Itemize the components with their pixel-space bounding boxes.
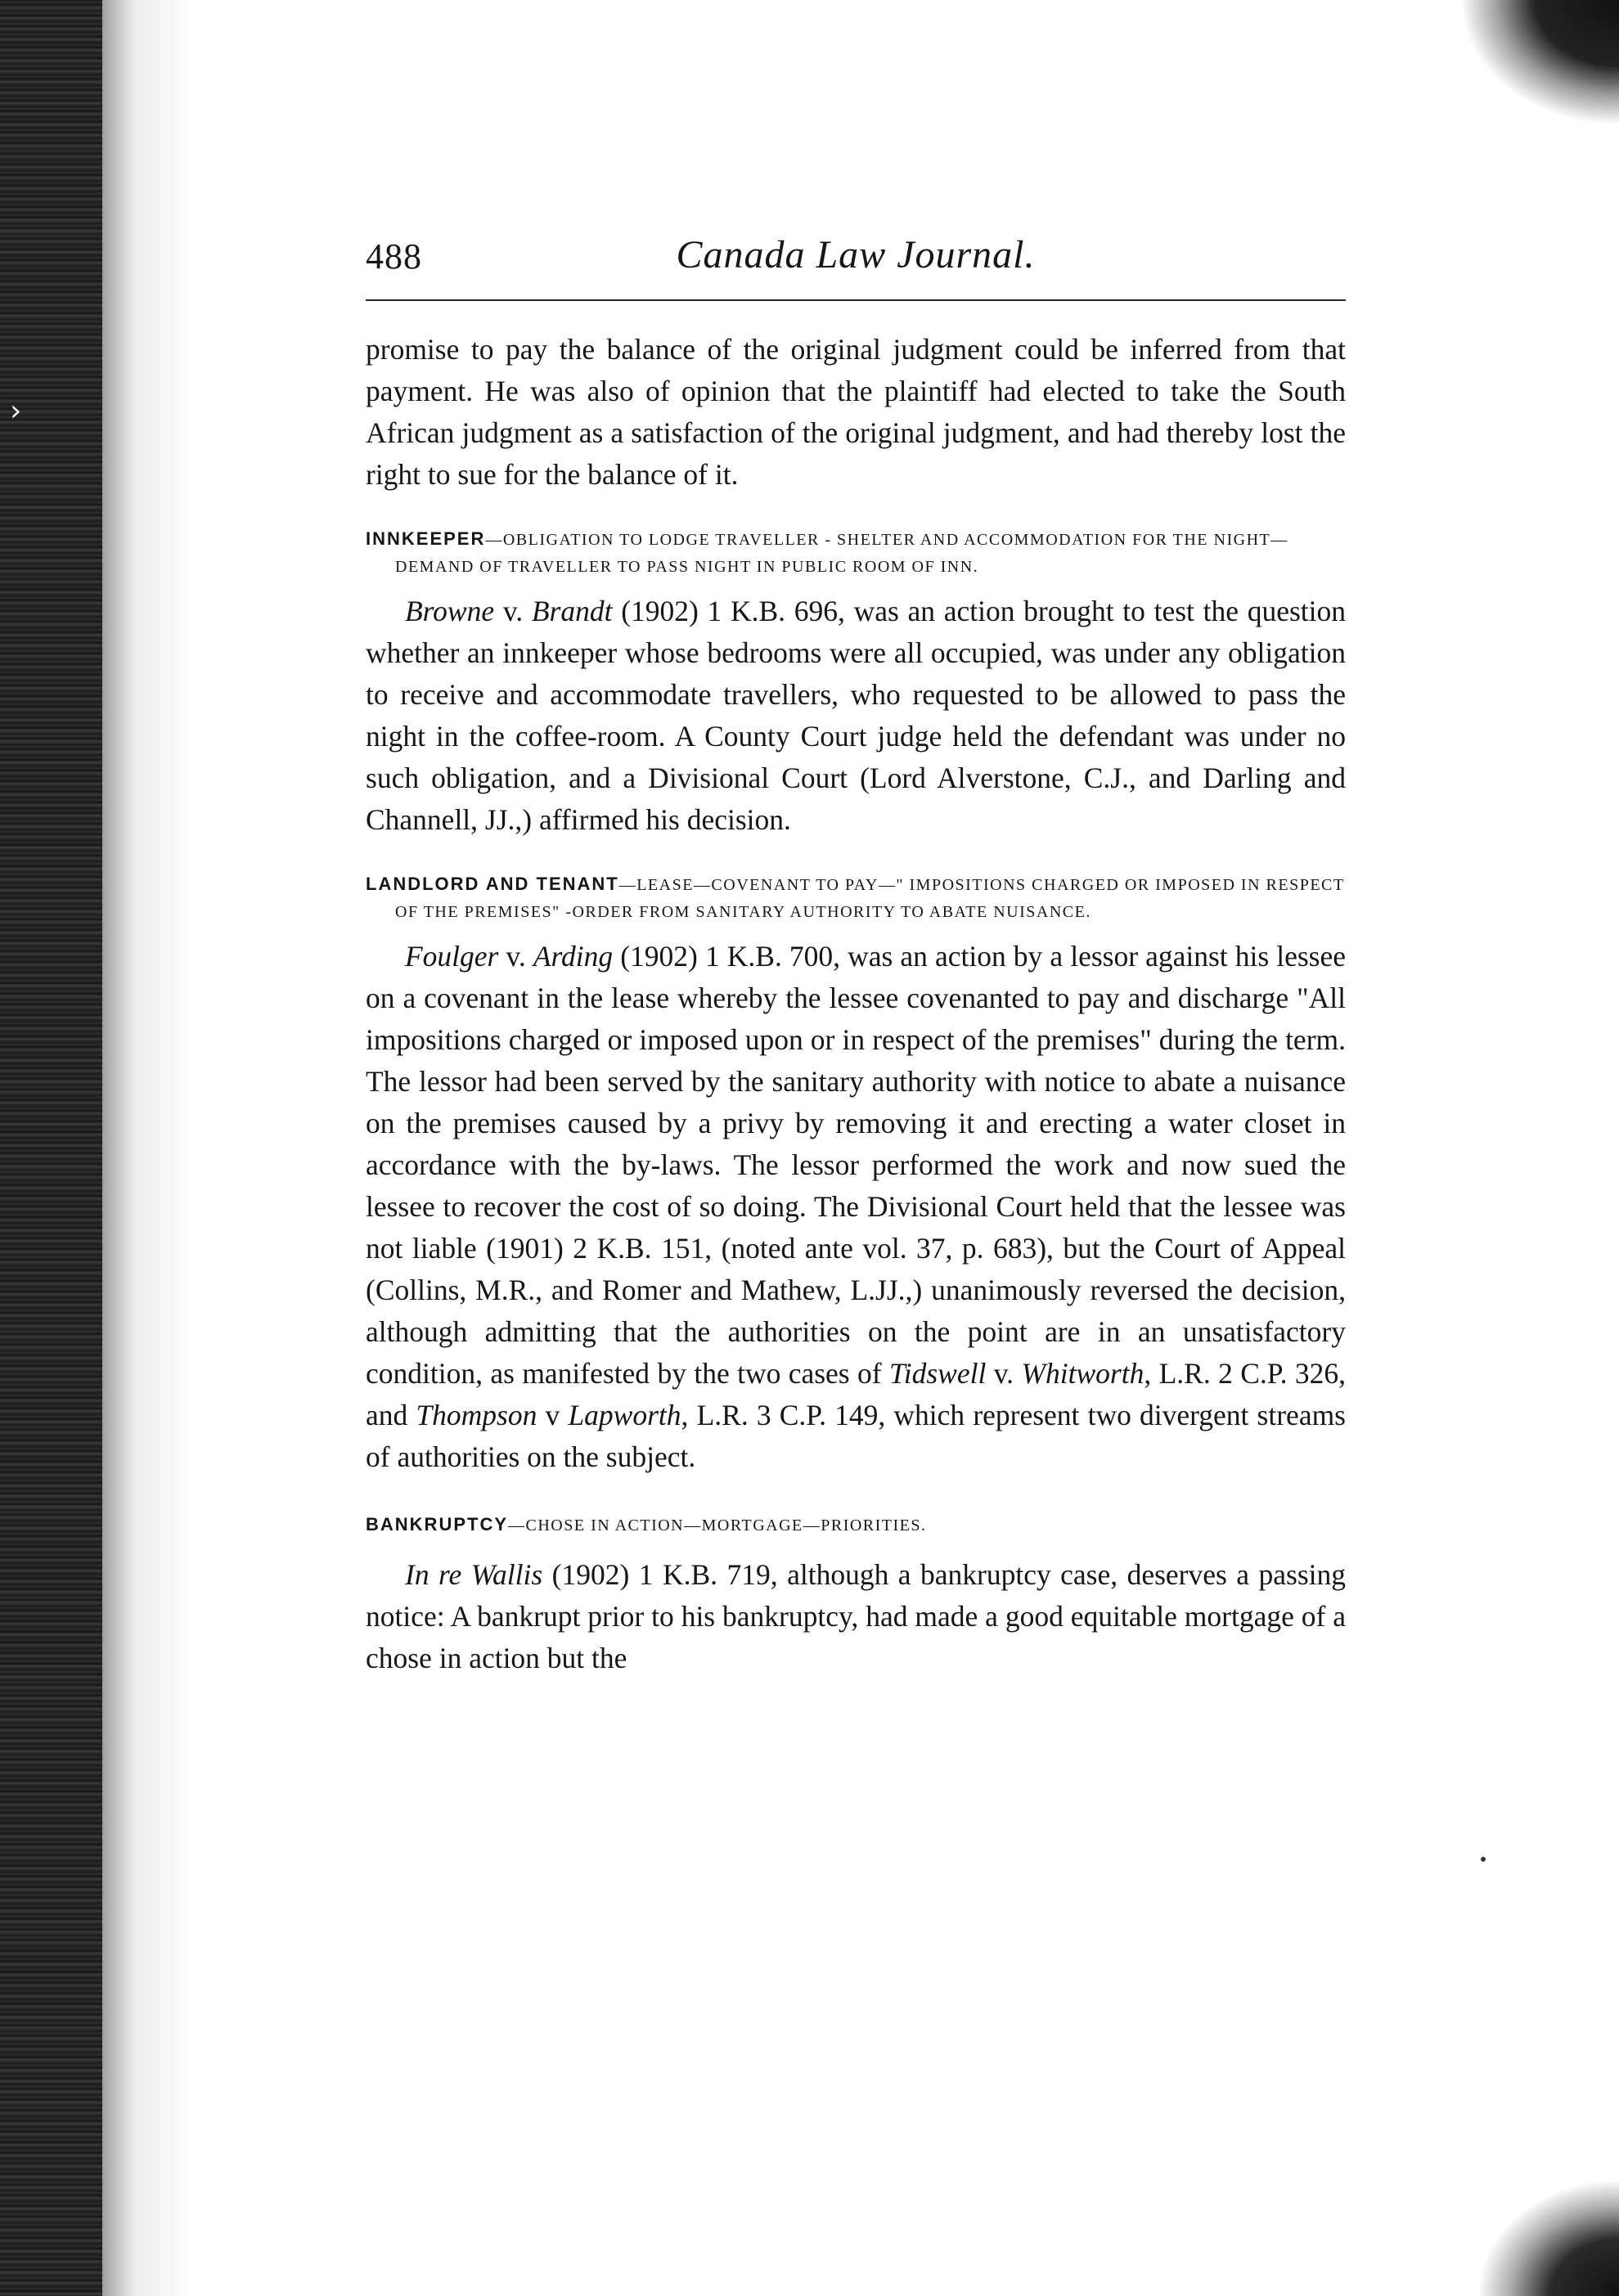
cited-case-versus: v (537, 1399, 569, 1431)
running-title: Canada Law Journal. (676, 233, 1036, 276)
cited-case-party: Whitworth (1021, 1357, 1145, 1390)
case-paragraph-browne-v-brandt (366, 591, 1346, 841)
case-body: (1902) 1 K.B. 719, although a bankruptcy case, deserves a passing notice: A bankrupt prior to his bankruptcy, had made a good equitable mortgage of a chose in action but the (366, 1558, 1346, 1674)
case-body: (1902) 1 K.B. 700, was an action by a lessor against his lessee on a covenant in the lease whereby the lessee covenanted to pay and discharge "All impositions charged or imposed upon or in respect of the premises" during the term. The lessor had been served by the sanitary authority with notice to abate a nuisance on the premises caused by a privy by removing it and erecting a water closet in accordance with the by-laws. The lessor performed the work and now sued the lessee to recover the cost of so doing. The Divisional Court held that the lessee was not liable (1901) 2 K.B. 151, (noted ante vol. 37, p. 683), but the Court of Appeal (Collins, M.R., and Romer and Mathew, L.JJ.,) unanimously reversed the decision, although admitting that the authorities on the point are in an unsatisfactory condition, as manifested by the two cases of (366, 940, 1346, 1390)
scan-corner-smudge-bottom (1480, 2181, 1619, 2296)
section-heading-innkeeper (366, 525, 1346, 581)
citation-text: , L.R. 2 C.P. 326, and (366, 1357, 1346, 1431)
heading-text: —OBLIGATION TO LODGE TRAVELLER - SHELTER AND ACCOMMODATION FOR THE NIGHT—DEMAND OF TRAVELLER TO PASS NIGHT IN PUBLIC ROOM OF INN. (395, 531, 1288, 576)
heading-text: —CHOSE IN ACTION—MORTGAGE—PRIORITIES. (508, 1516, 927, 1534)
case-versus: v. (498, 940, 533, 973)
case-paragraph-in-re-wallis (366, 1554, 1346, 1679)
case-party: Browne (405, 595, 495, 627)
binding-shadow (102, 0, 192, 2296)
case-paragraph-foulger-v-arding (366, 936, 1346, 1478)
cited-case-party: Lapworth (568, 1399, 681, 1431)
case-party: Arding (533, 940, 614, 973)
heading-text: —LEASE—COVENANT TO PAY—" IMPOSITIONS CHARGED OR IMPOSED IN RESPECT OF THE PREMISES" -ORDER FROM SANITARY AUTHORITY TO ABATE NUISANCE. (395, 876, 1345, 921)
page-body (366, 329, 1346, 1679)
cited-case-versus: v. (986, 1357, 1022, 1390)
case-party: Brandt (531, 595, 613, 627)
page-number: 488 (366, 236, 422, 276)
margin-arrow-icon: › (10, 394, 22, 428)
heading-keyword: BANKRUPTCY (366, 1514, 508, 1534)
case-party: In re Wallis (405, 1558, 543, 1591)
section-heading-landlord-and-tenant (366, 870, 1346, 926)
opening-paragraph: promise to pay the balance of the original judgment could be inferred from that payment. He was also of opinion that the plaintiff had elected to take the South African judgment as a satisfaction of the original judgment, and had thereby lost the right to sue for the balance of it. (366, 333, 1346, 491)
scan-corner-smudge-top (1464, 0, 1619, 123)
heading-keyword: INNKEEPER (366, 528, 486, 549)
case-body: (1902) 1 K.B. 696, was an action brought to test the question whether an innkeeper whose bedrooms were all occupied, was under any obligation to receive and accommodate travellers, who requested to be allowed to pass the night in the coffee-room. A County Court judge held the defendant was under no such obligation, and a Divisional Court (Lord Alverstone, C.J., and Darling and Channell, JJ.,) affirmed his decision. (366, 595, 1346, 836)
cited-case-party: Thompson (416, 1399, 537, 1431)
book-binding-edge (0, 0, 102, 2296)
cited-case-party: Tidswell (888, 1357, 987, 1390)
case-party: Foulger (405, 940, 499, 973)
margin-dot-mark (1481, 1857, 1486, 1862)
case-versus: v. (494, 595, 532, 627)
page-header (366, 231, 1346, 296)
heading-keyword: LANDLORD AND TENANT (366, 874, 619, 894)
case-body-end: , L.R. 3 C.P. 149, which represent two divergent streams of authorities on the subject. (366, 1399, 1347, 1473)
header-rule (366, 299, 1346, 301)
section-heading-bankruptcy (366, 1511, 1346, 1539)
